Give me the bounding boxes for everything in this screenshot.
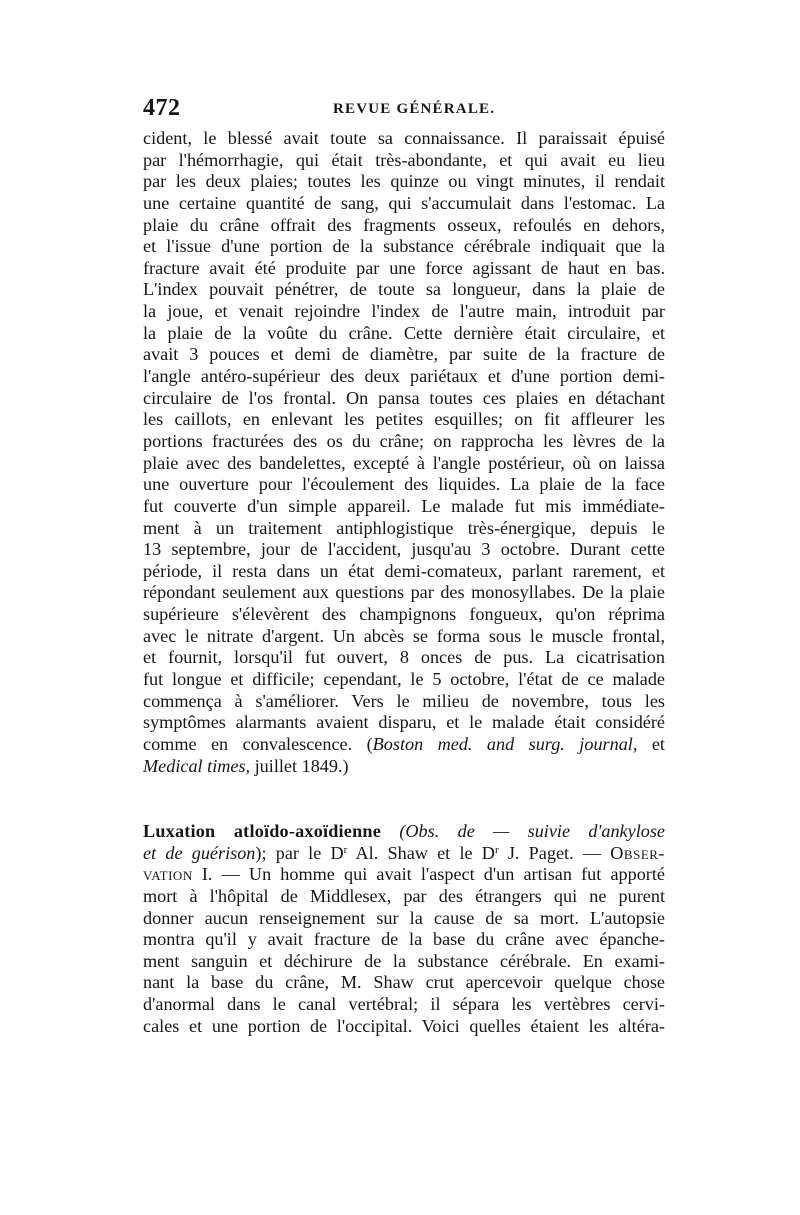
text-line: par l'hémorrhagie, qui était très-abondante, et qui avait eu lieu — [143, 149, 665, 170]
text-line: portions fracturées des os du crâne; on rapprocha les lèvres de la — [143, 430, 665, 451]
text-line: la joue, et venait rejoindre l'index de l'autre main, introduit par — [143, 301, 665, 322]
text-line: donner aucun renseignement sur la cause de sa mort. L'autopsie — [143, 907, 665, 928]
citation-line-2 — [143, 756, 665, 778]
heading-subtitle-end: et de guérison — [143, 842, 256, 863]
text-line: ment sanguin et déchirure de la substance cérébrale. En exami- — [143, 950, 665, 971]
journal-title: Medical times, — [143, 755, 251, 776]
running-title: REVUE GÉNÉRALE. — [333, 101, 496, 117]
text-line: la plaie de la voûte du crâne. Cette dernière était circulaire, et — [143, 322, 665, 343]
text-line: ment à un traitement antiphlogistique très-énergique, depuis le — [143, 517, 665, 538]
author-name: Al. Shaw et le D — [347, 842, 495, 863]
text-line: cales et une portion de l'occipital. Voici quelles étaient les altéra- — [143, 1015, 665, 1036]
text-line: mort à l'hôpital de Middlesex, par des étrangers qui ne purent — [143, 885, 665, 906]
superscript: r — [343, 843, 348, 856]
text-line: nant la base du crâne, M. Shaw crut apercevoir quelque chose — [143, 972, 665, 993]
text-fragment: I. — Un homme qui avait l'aspect d'un artisan fut apporté — [192, 864, 665, 885]
citation-line-1 — [143, 734, 665, 756]
text-line: commença à s'améliorer. Vers le milieu de novembre, tous les — [143, 690, 665, 711]
text-line: avait 3 pouces et demi de diamètre, par suite de la fracture de — [143, 344, 665, 365]
text-line: plaie avec des bandelettes, excepté à l'angle postérieur, où on laissa — [143, 452, 665, 473]
text-fragment: comme en convalescence. ( — [143, 733, 373, 754]
running-head — [143, 95, 663, 125]
text-line: fut longue et difficile; cependant, le 5 octobre, l'état de ce malade — [143, 669, 665, 690]
text-line: une ouverture pour l'écoulement des liquides. La plaie de la face — [143, 474, 665, 495]
text-line: par les deux plaies; toutes les quinze ou vingt minutes, il rendait — [143, 171, 665, 192]
text-line: avec le nitrate d'argent. Un abcès se forma sous le muscle frontal, — [143, 625, 665, 646]
section-luxation — [143, 821, 665, 1037]
page-number: 472 — [143, 95, 181, 121]
text-line: cident, le blessé avait toute sa connaissance. Il paraissait épuisé — [143, 128, 665, 148]
text-line: période, il resta dans un état demi-comateux, parlant rarement, et — [143, 560, 665, 581]
observation-label: Obser- — [610, 842, 665, 863]
text-line: les caillots, en enlevant les petites esquilles; on fit affleurer les — [143, 409, 665, 430]
text-line: et l'issue d'une portion de la substance cérébrale indiquait que la — [143, 236, 665, 257]
text-line: d'anormal dans le canal vertébral; il sépara les vertèbres cervi- — [143, 994, 665, 1015]
text-line: répondant seulement aux questions par des monosyllabes. De la plaie — [143, 582, 665, 603]
observation-label: vation — [143, 864, 193, 885]
section-heading-line — [143, 821, 665, 843]
text-line: circulaire de l'os frontal. On pansa toutes ces plaies en détachant — [143, 387, 665, 408]
text-line: plaie du crâne offrait des fragments osseux, refoulés en dehors, — [143, 214, 665, 235]
text-line: fut couverte d'un simple appareil. Le malade fut mis immédiate- — [143, 495, 665, 516]
text-fragment: ); par le D — [255, 842, 344, 863]
paragraph-case-report — [143, 128, 665, 777]
text-line: fracture avait été produite par une force agissant de haut en bas. — [143, 257, 665, 278]
text-line: une certaine quantité de sang, qui s'accumulait dans l'estomac. La — [143, 192, 665, 213]
text-line — [143, 864, 665, 886]
text-line: supérieure s'élevèrent des champignons fongueux, qu'on réprima — [143, 604, 665, 625]
journal-title: Boston med. and surg. journal — [372, 733, 633, 754]
text-line: montra qu'il y avait fracture de la base du crâne avec épanche- — [143, 929, 665, 950]
author-name: J. Paget. — — [498, 842, 611, 863]
superscript: r — [494, 843, 499, 856]
text-fragment: , et — [632, 733, 665, 754]
citation-date: juillet 1849.) — [250, 755, 349, 776]
text-line: 13 septembre, jour de l'accident, jusqu'au 3 octobre. Durant cette — [143, 539, 665, 560]
text-line: l'angle antéro-supérieur des deux pariétaux et d'une portion demi- — [143, 366, 665, 387]
heading-subtitle: (Obs. de — suivie d'ankylose — [399, 821, 665, 841]
text-line: et fournit, lorsqu'il fut ouvert, 8 onces de pus. La cicatrisation — [143, 647, 665, 668]
section-heading: Luxation atloïdo-axoïdienne — [143, 821, 381, 841]
text-line: symptômes alarmants avaient disparu, et le malade était considéré — [143, 712, 665, 733]
authors-line — [143, 843, 665, 865]
text-line: L'index pouvait pénétrer, de toute sa longueur, dans la plaie de — [143, 279, 665, 300]
